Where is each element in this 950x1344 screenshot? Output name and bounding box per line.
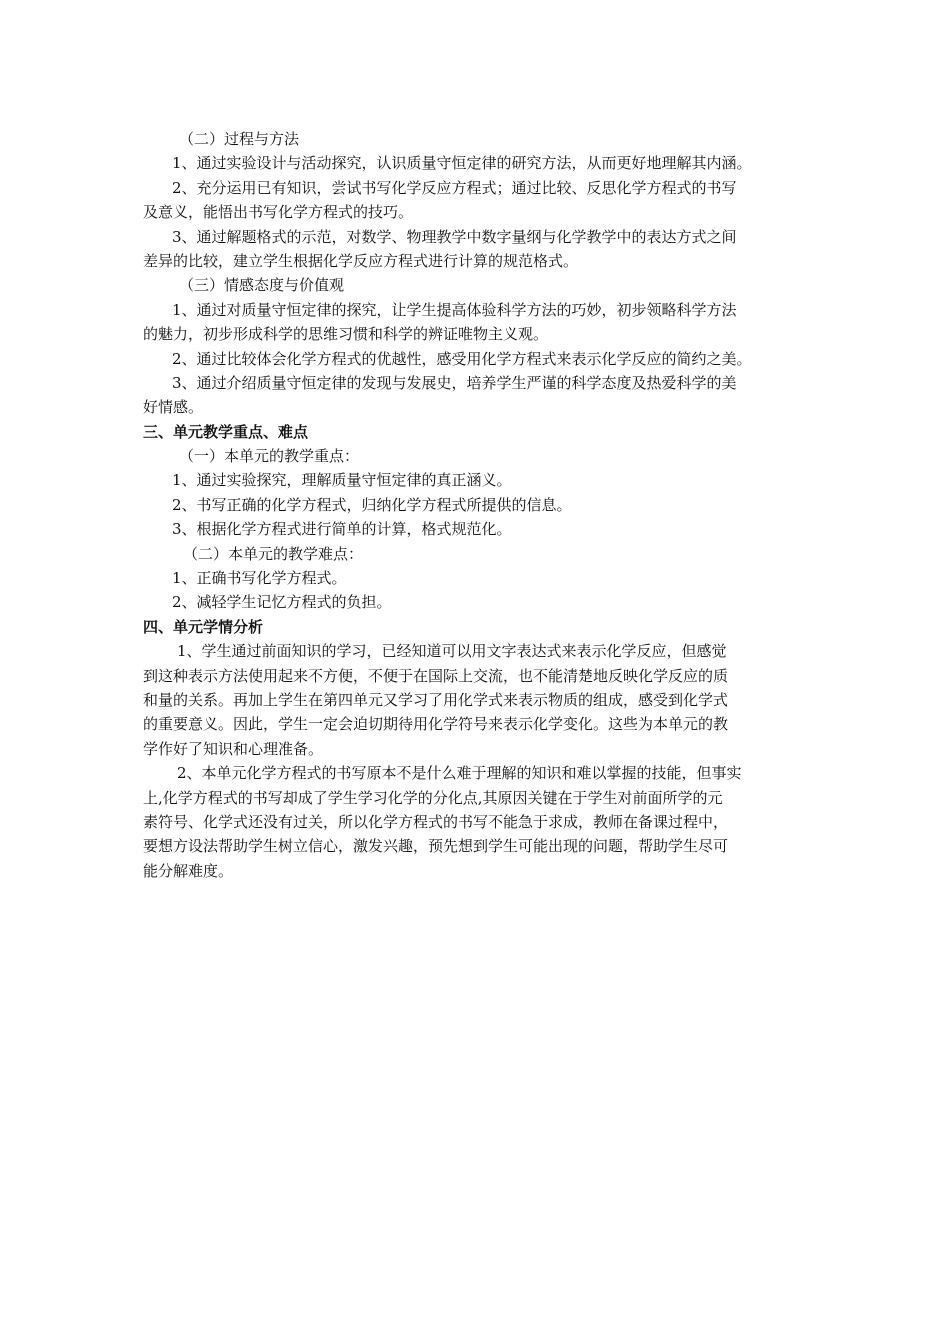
emotion-item-1-line-1: 1、通过对质量守恒定律的探究，让学生提高体验科学方法的巧妙，初步领略科学方法 (172, 300, 737, 319)
process-item-1: 1、通过实验设计与活动探究，认识质量守恒定律的研究方法，从而更好地理解其内涵。 (172, 154, 752, 173)
key-point-item-3: 3、根据化学方程式进行简单的计算，格式规范化。 (172, 520, 512, 539)
difficulty-item-1: 1、正确书写化学方程式。 (172, 569, 347, 588)
section-heading-analysis: 四、单元学情分析 (143, 617, 264, 636)
emotion-item-3-line-1: 3、通过介绍质量守恒定律的发现与发展史，培养学生严谨的科学态度及热爱科学的美 (172, 373, 737, 392)
process-item-2-line-1: 2、充分运用已有知识，尝试书写化学反应方程式；通过比较、反思化学方程式的书写 (172, 178, 737, 197)
analysis-para-1-line-5: 学作好了知识和心理准备。 (143, 739, 324, 758)
subheading-process-methods: （二）过程与方法 (179, 130, 300, 148)
analysis-para-1-line-1: 1、学生通过前面知识的学习，已经知道可以用文字表达式来表示化学反应，但感觉 (177, 642, 727, 661)
document-body (143, 127, 811, 883)
key-point-item-2: 2、书写正确的化学方程式，归纳化学方程式所提供的信息。 (172, 495, 572, 514)
analysis-para-1-line-4: 的重要意义。因此，学生一定会迫切期待用化学符号来表示化学变化。这些为本单元的教 (143, 715, 729, 734)
analysis-para-1-line-2: 到这种表示方法使用起来不方便，不便于在国际上交流，也不能清楚地反映化学反应的质 (143, 666, 729, 685)
process-item-3-line-2: 差异的比较，建立学生根据化学反应方程式进行计算的规范格式。 (143, 251, 579, 270)
process-item-2-line-2: 及意义，能悟出书写化学方程式的技巧。 (143, 203, 414, 222)
key-point-item-1: 1、通过实验探究，理解质量守恒定律的真正涵义。 (172, 471, 512, 490)
analysis-para-2-line-1: 2、本单元化学方程式的书写原本不是什么难于理解的知识和难以掌握的技能，但事实 (177, 764, 742, 783)
subheading-emotion-values: （三）情感态度与价值观 (179, 276, 345, 295)
section-heading-key-points: 三、单元教学重点、难点 (143, 422, 309, 441)
analysis-para-2-line-5: 能分解难度。 (143, 861, 234, 880)
process-item-3-line-1: 3、通过解题格式的示范，对数学、物理教学中数字量纲与化学教学中的表达方式之间 (172, 227, 737, 246)
difficulty-item-2: 2、减轻学生记忆方程式的负担。 (172, 593, 392, 612)
emotion-item-3-line-2: 好情感。 (143, 398, 204, 417)
emotion-item-2: 2、通过比较体会化学方程式的优越性，感受用化学方程式来表示化学反应的简约之美。 (172, 349, 752, 368)
analysis-para-1-line-3: 和量的关系。再加上学生在第四单元又学习了用化学式来表示物质的组成，感受到化学式 (143, 690, 729, 709)
analysis-para-2-line-3: 素符号、化学式还没有过关，所以化学方程式的书写不能急于求成，教师在备课过程中， (143, 812, 729, 831)
emotion-item-1-line-2: 的魅力，初步形成科学的思维习惯和科学的辨证唯物主义观。 (143, 325, 549, 344)
subheading-key-points: （一）本单元的教学重点： (179, 447, 360, 466)
subheading-difficulties: （二）本单元的教学难点： (183, 544, 364, 563)
analysis-para-2-line-2: 上,化学方程式的书写却成了学生学习化学的分化点,其原因关键在于学生对前面所学的元 (143, 788, 723, 807)
analysis-para-2-line-4: 要想方设法帮助学生树立信心，激发兴趣，预先想到学生可能出现的问题，帮助学生尽可 (143, 837, 729, 856)
